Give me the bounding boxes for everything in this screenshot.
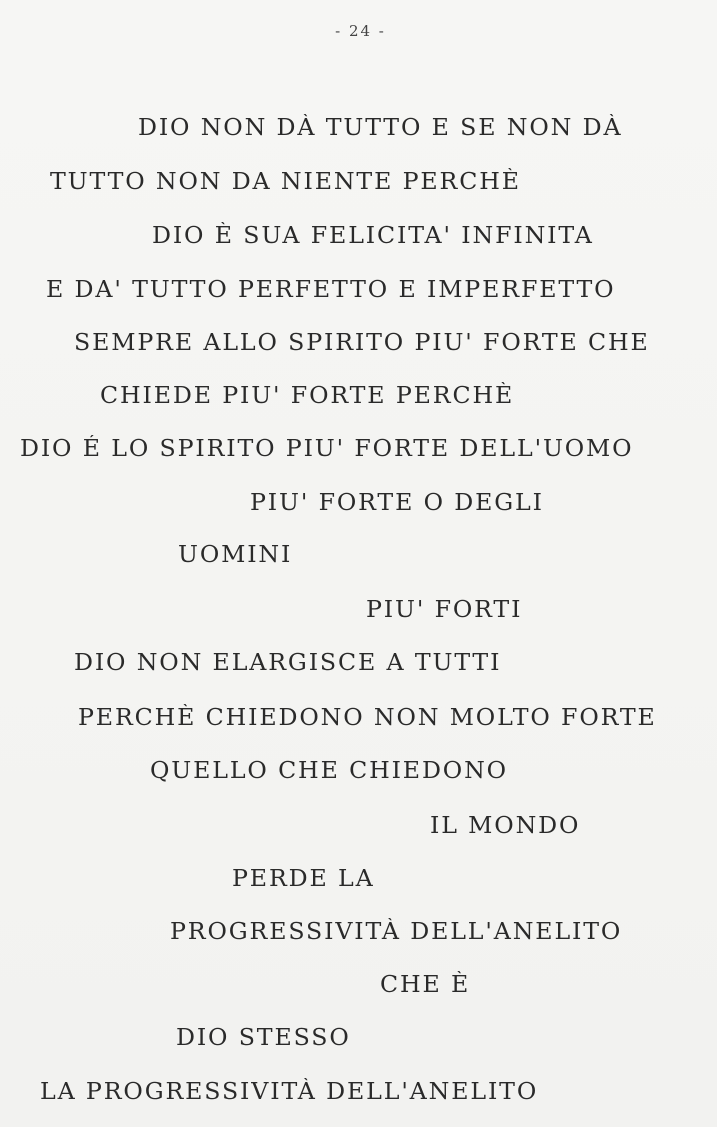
poem-line: PROGRESSIVITÀ DELL'ANELITO xyxy=(170,919,623,945)
poem-line: CHE È xyxy=(380,972,471,998)
poem-line: UOMINI xyxy=(178,542,293,568)
poem-line: DIO NON ELARGISCE A TUTTI xyxy=(74,650,502,676)
poem-line: PIU' FORTE O DEGLI xyxy=(250,490,544,516)
page-number: - 24 - xyxy=(335,22,386,40)
poem-line: PERCHÈ CHIEDONO NON MOLTO FORTE xyxy=(78,705,657,731)
poem-line: LA PROGRESSIVITÀ DELL'ANELITO xyxy=(40,1079,539,1105)
poem-line: CHIEDE PIU' FORTE PERCHÈ xyxy=(100,383,515,409)
poem-line: SEMPRE ALLO SPIRITO PIU' FORTE CHE xyxy=(74,330,650,356)
poem-line: DIO STESSO xyxy=(176,1025,351,1051)
poem-line: QUELLO CHE CHIEDONO xyxy=(150,758,508,784)
poem-line: DIO È SUA FELICITA' INFINITA xyxy=(152,223,594,249)
poem-line: DIO NON DÀ TUTTO E SE NON DÀ xyxy=(138,115,623,141)
poem-line: IL MONDO xyxy=(430,813,581,839)
poem-line: PERDE LA xyxy=(232,866,375,892)
poem-line: PIU' FORTI xyxy=(366,597,523,623)
poem-line: DIO É LO SPIRITO PIU' FORTE DELL'UOMO xyxy=(20,436,634,462)
poem-line: E DA' TUTTO PERFETTO E IMPERFETTO xyxy=(46,277,616,303)
poem-line: TUTTO NON DA NIENTE PERCHÈ xyxy=(50,169,521,195)
